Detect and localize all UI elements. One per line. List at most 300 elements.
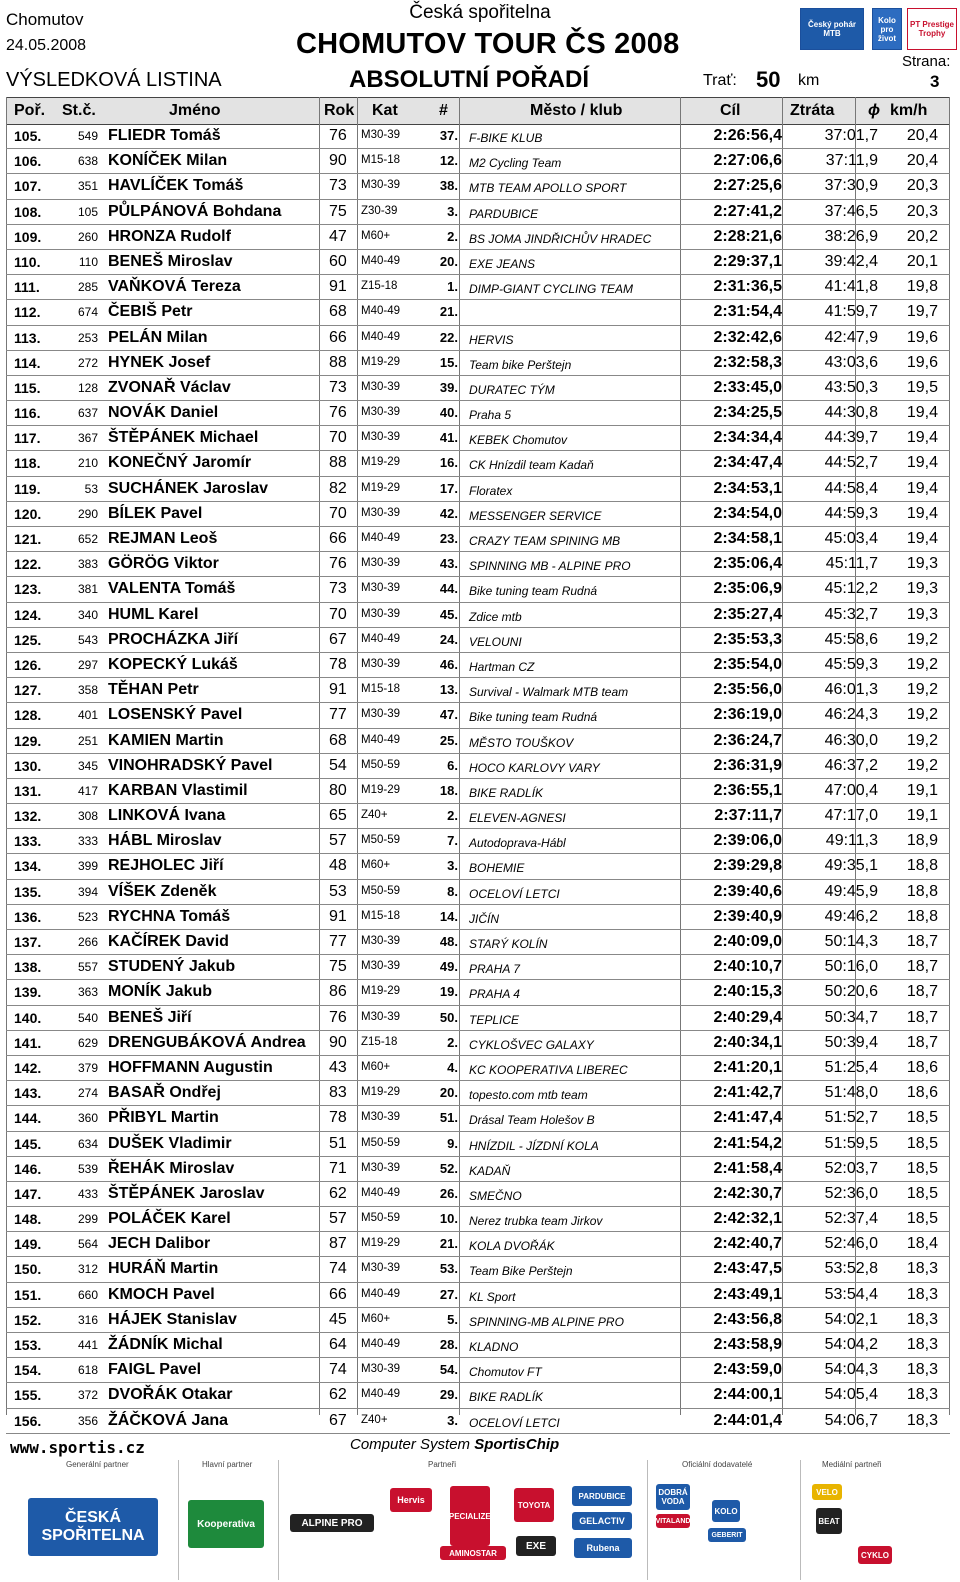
time-gap: 37:11,9 [825, 152, 878, 170]
time-gap: 52:46,0 [824, 1235, 878, 1253]
position: 115. [14, 379, 41, 396]
club: EXE JEANS [469, 256, 536, 271]
category: M50-59 [361, 1212, 400, 1225]
club: SPINNING MB - ALPINE PRO [469, 559, 631, 574]
table-row [6, 1232, 950, 1257]
category: M60+ [361, 859, 391, 872]
category: M40-49 [361, 532, 400, 544]
category-rank: 14. [439, 908, 458, 924]
finish-time: 2:43:49,1 [713, 1285, 782, 1303]
avg-speed: 18,7 [906, 933, 938, 950]
finish-time: 2:41:42,7 [713, 1084, 782, 1102]
finish-time: 2:36:55,1 [713, 781, 782, 799]
category-rank: 40. [439, 405, 458, 421]
rider-name: KARBAN Vlastimil [108, 781, 248, 799]
table-row [6, 1409, 950, 1434]
category: M19-29 [361, 456, 400, 469]
position: 125. [14, 631, 42, 648]
club: SMEČNO [469, 1188, 522, 1203]
general-partner-label: Generální partner [66, 1460, 129, 1469]
partner-logo: Kooperativa [188, 1500, 264, 1548]
category-rank: 39. [439, 379, 458, 395]
position: 108. [14, 203, 42, 220]
club: PARDUBICE [469, 206, 539, 221]
time-gap: 42:47,9 [824, 328, 878, 346]
birth-year: 78 [329, 1109, 347, 1127]
birth-year: 74 [329, 1260, 347, 1278]
start-number: 316 [77, 1312, 98, 1327]
avg-speed: 19,1 [906, 807, 938, 825]
rider-name: HRONZA Rudolf [108, 227, 231, 245]
position: 126. [14, 656, 42, 673]
category: M15-18 [361, 909, 400, 922]
birth-year: 62 [329, 1184, 347, 1202]
category-rank: 21. [439, 304, 458, 320]
club: KC KOOPERATIVA LIBEREC [469, 1062, 628, 1077]
finish-time: 2:32:58,3 [713, 353, 782, 371]
category-rank: 47. [439, 707, 458, 723]
time-gap: 52:36,0 [824, 1184, 878, 1202]
partner-logo: KOLO [712, 1500, 740, 1522]
birth-year: 57 [329, 1210, 347, 1228]
club: F-BIKE KLUB [469, 131, 543, 145]
time-gap: 54:04,2 [824, 1336, 878, 1353]
start-number: 356 [77, 1413, 98, 1428]
birth-year: 75 [329, 202, 347, 220]
finish-time: 2:36:19,0 [713, 706, 782, 724]
category-rank: 25. [439, 732, 458, 748]
table-row [6, 275, 950, 300]
birth-year: 60 [329, 252, 347, 270]
finish-time: 2:43:59,0 [713, 1361, 782, 1379]
table-row [6, 552, 950, 577]
finish-time: 2:41:47,4 [713, 1109, 782, 1127]
col-position: Poř. [14, 102, 46, 119]
position: 123. [14, 581, 42, 598]
finish-time: 2:43:56,8 [713, 1310, 782, 1328]
category-rank: 38. [439, 178, 458, 194]
table-row [6, 930, 950, 955]
partner-logo: CYKLO [858, 1546, 892, 1564]
rider-name: PROCHÁZKA Jiří [108, 630, 239, 648]
birth-year: 65 [329, 807, 347, 825]
birth-year: 83 [329, 1084, 347, 1102]
partner-logo: PARDUBICE [572, 1486, 632, 1506]
time-gap: 45:03,4 [824, 530, 878, 547]
club: KEBEK Chomutov [469, 433, 568, 448]
birth-year: 91 [329, 278, 347, 296]
club: topesto.com mtb team [469, 1088, 588, 1103]
birth-year: 78 [329, 655, 347, 673]
club: Team Bike Perštejn [469, 1264, 573, 1279]
avg-speed: 19,4 [906, 429, 938, 447]
category-rank: 53. [439, 1261, 458, 1277]
category: M40-49 [361, 330, 400, 343]
category: M40-49 [361, 305, 400, 318]
start-number: 634 [77, 1136, 98, 1151]
category-rank: 4. [447, 1059, 458, 1075]
position: 106. [14, 153, 42, 170]
finish-time: 2:43:47,5 [713, 1260, 782, 1278]
category-rank: 8. [447, 883, 458, 899]
birth-year: 76 [329, 1008, 347, 1026]
category: M30-39 [361, 1363, 400, 1376]
club: Hartman CZ [469, 659, 535, 674]
category-rank: 2. [447, 228, 458, 244]
finish-time: 2:34:47,4 [713, 454, 782, 472]
category: M19-29 [361, 985, 400, 998]
position: 107. [14, 178, 42, 195]
avg-speed: 19,3 [906, 555, 938, 573]
table-row [6, 527, 950, 552]
birth-year: 76 [329, 127, 347, 144]
position: 114. [14, 354, 41, 371]
start-number: 274 [77, 1086, 98, 1101]
rider-name: HÁJEK Stanislav [108, 1310, 237, 1328]
time-gap: 44:59,3 [824, 504, 878, 522]
time-gap: 50:39,4 [824, 1033, 878, 1051]
rider-name: ŠTĚPÁNEK Michael [108, 429, 259, 447]
club: DIMP-GIANT CYCLING TEAM [469, 282, 634, 297]
rider-name: VINOHRADSKÝ Pavel [108, 756, 273, 774]
time-gap: 47:17,0 [824, 807, 878, 825]
category-rank: 49. [439, 959, 458, 975]
club: OCELOVÍ LETCI [469, 886, 560, 901]
page-label: Strana: [902, 53, 951, 70]
club: M2 Cycling Team [469, 156, 562, 171]
position: 141. [14, 1034, 42, 1051]
start-number: 251 [77, 733, 98, 748]
club: BIKE RADLÍK [469, 1390, 544, 1405]
category: M30-39 [361, 431, 400, 444]
start-number: 308 [77, 809, 98, 824]
start-number: 618 [77, 1363, 98, 1378]
partner-logo: GELACTIV [572, 1512, 632, 1530]
category: M30-39 [361, 708, 400, 721]
avg-speed: 18,5 [906, 1210, 938, 1228]
table-row [6, 250, 950, 275]
track-unit: km [798, 72, 820, 89]
category: M30-39 [361, 406, 400, 419]
finish-time: 2:28:21,6 [713, 227, 782, 245]
table-row [6, 703, 950, 728]
position: 149. [14, 1236, 42, 1253]
birth-year: 70 [329, 504, 347, 522]
results-list-label: VÝSLEDKOVÁ LISTINA [6, 69, 222, 91]
table-row [6, 326, 950, 351]
category: M19-29 [361, 1086, 400, 1099]
category: M30-39 [361, 935, 400, 947]
birth-year: 67 [329, 1411, 347, 1429]
time-gap: 45:58,6 [824, 630, 878, 648]
club: Survival - Walmark MTB team [469, 685, 629, 700]
category-rank: 9. [447, 1135, 458, 1151]
avg-speed: 18,3 [906, 1361, 938, 1379]
avg-speed: 20,3 [906, 202, 938, 220]
avg-speed: 18,3 [906, 1285, 938, 1303]
category-rank: 12. [439, 153, 458, 169]
time-gap: 44:52,7 [824, 454, 878, 472]
position: 124. [14, 606, 42, 623]
time-gap: 49:45,9 [824, 882, 878, 900]
birth-year: 68 [329, 731, 347, 749]
start-number: 379 [77, 1060, 98, 1075]
page-number: 3 [930, 72, 940, 91]
start-number: 299 [77, 1212, 98, 1227]
category-rank: 19. [439, 984, 458, 1000]
time-gap: 41:41,8 [824, 278, 878, 296]
position: 119. [14, 480, 41, 497]
position: 136. [14, 908, 42, 925]
category-rank: 45. [439, 606, 458, 622]
category: M50-59 [361, 834, 400, 847]
start-number: 272 [77, 355, 98, 370]
club: PRAHA 4 [469, 987, 520, 1002]
category: Z30-39 [361, 204, 398, 217]
partner-logo: VELO [812, 1484, 842, 1500]
position: 147. [14, 1185, 42, 1202]
table-row [6, 804, 950, 829]
finish-time: 2:44:01,4 [713, 1411, 782, 1429]
start-number: 297 [77, 657, 98, 672]
avg-speed: 19,4 [906, 404, 938, 422]
position: 156. [14, 1412, 42, 1429]
finish-time: 2:34:54,0 [713, 504, 782, 522]
rider-name: ZVONAŘ Václav [108, 378, 231, 396]
category: M40-49 [361, 733, 400, 746]
finish-time: 2:32:42,6 [713, 328, 782, 346]
rider-name: POLÁČEK Karel [108, 1210, 231, 1228]
table-row [6, 829, 950, 854]
category-rank: 1. [447, 279, 458, 295]
category: M30-39 [361, 1010, 400, 1023]
time-gap: 53:52,8 [824, 1260, 878, 1278]
birth-year: 66 [329, 530, 347, 547]
rider-name: GÖRÖG Viktor [108, 555, 219, 573]
table-row [6, 1106, 950, 1131]
category-rank: 13. [439, 682, 458, 698]
position: 148. [14, 1211, 42, 1228]
category: M40-49 [361, 1186, 400, 1199]
rider-name: BENEŠ Jiří [108, 1008, 192, 1026]
rider-name: DUŠEK Vladimir [108, 1134, 232, 1152]
club: Team bike Perštejn [469, 357, 572, 372]
finish-time: 2:31:36,5 [713, 278, 782, 296]
finish-time: 2:35:27,4 [713, 605, 782, 623]
category-rank: 29. [439, 1387, 458, 1403]
media-partners-label: Mediální partneři [822, 1460, 882, 1469]
rider-name: SUCHÁNEK Jaroslav [108, 479, 269, 497]
rider-name: VAŇKOVÁ Tereza [108, 278, 241, 296]
category-rank: 46. [439, 656, 458, 672]
category-rank: 15. [439, 354, 458, 370]
position: 111. [14, 279, 40, 296]
partner-logo: TOYOTA [514, 1488, 554, 1522]
partner-logo: VITALAND [656, 1514, 690, 1528]
category: M30-39 [361, 960, 400, 973]
start-number: 333 [77, 834, 98, 849]
birth-year: 88 [329, 353, 347, 371]
time-gap: 51:52,7 [824, 1109, 878, 1127]
avg-speed: 18,3 [906, 1260, 938, 1278]
avg-speed: 20,4 [906, 127, 938, 144]
table-row [6, 729, 950, 754]
rider-name: BASAŘ Ondřej [108, 1084, 221, 1102]
rider-name: BENEŠ Miroslav [108, 252, 233, 270]
position: 128. [14, 707, 42, 724]
finish-time: 2:42:32,1 [713, 1210, 782, 1228]
position: 131. [14, 782, 42, 799]
time-gap: 49:46,2 [824, 907, 878, 925]
avg-speed: 18,5 [906, 1159, 938, 1177]
table-row [6, 477, 950, 502]
avg-speed: 19,6 [906, 328, 938, 346]
partner-logo: GEBERIT [708, 1528, 746, 1542]
birth-year: 91 [329, 681, 347, 699]
club: STARÝ KOLÍN [469, 937, 548, 951]
start-number: 674 [77, 305, 98, 320]
kolo-pro-zivot-logo: Kolo pro život [872, 8, 902, 50]
time-gap: 46:24,3 [824, 706, 878, 724]
club: TEPLICE [469, 1012, 520, 1027]
finish-time: 2:33:45,0 [713, 378, 782, 396]
position: 135. [14, 883, 42, 900]
rider-name: KMOCH Pavel [108, 1285, 215, 1303]
col-gap: Ztráta [790, 102, 835, 119]
club: MTB TEAM APOLLO SPORT [469, 181, 627, 196]
category: M30-39 [361, 1111, 400, 1124]
category: M40-49 [361, 1388, 400, 1401]
finish-time: 2:40:10,7 [713, 958, 782, 976]
category-rank: 21. [439, 1236, 458, 1252]
start-number: 549 [77, 129, 98, 143]
position: 144. [14, 1110, 42, 1127]
rider-name: HÁBL Miroslav [108, 832, 222, 850]
position: 118. [14, 455, 41, 472]
category-rank: 28. [439, 1337, 458, 1352]
category: Z15-18 [361, 280, 398, 293]
finish-time: 2:39:40,6 [713, 882, 782, 900]
birth-year: 45 [329, 1310, 347, 1328]
rider-name: DRENGUBÁKOVÁ Andrea [108, 1033, 306, 1051]
avg-speed: 18,4 [906, 1235, 938, 1253]
avg-speed-icon: ϕ [868, 102, 881, 119]
avg-speed: 18,3 [906, 1336, 938, 1353]
category-rank: 3. [447, 1412, 458, 1428]
avg-speed: 19,4 [906, 530, 938, 547]
club: Zdice mtb [469, 609, 522, 624]
town-label: Chomutov [6, 10, 84, 29]
birth-year: 66 [329, 328, 347, 346]
finish-time: 2:27:41,2 [713, 202, 782, 220]
rider-name: KOPECKÝ Lukáš [108, 655, 238, 673]
category-rank: 5. [447, 1311, 458, 1327]
birth-year: 80 [329, 781, 347, 799]
category: M30-39 [361, 179, 400, 192]
start-number: 128 [77, 380, 98, 395]
avg-speed: 19,3 [906, 605, 938, 623]
birth-year: 90 [329, 1033, 347, 1051]
table-row [6, 678, 950, 703]
table-row [6, 1006, 950, 1031]
category: M30-39 [361, 1262, 400, 1275]
position: 153. [14, 1337, 42, 1353]
table-row [6, 426, 950, 451]
avg-speed: 18,7 [906, 983, 938, 1001]
birth-year: 86 [329, 983, 347, 1001]
partner-logo: ČESKÁ SPOŘITELNA [28, 1498, 158, 1556]
table-row [6, 376, 950, 401]
col-finish: Cíl [720, 102, 741, 119]
rider-name: HAVLÍČEK Tomáš [108, 177, 244, 195]
partners-label: Partneři [428, 1460, 457, 1469]
finish-time: 2:35:06,9 [713, 580, 782, 598]
birth-year: 75 [329, 958, 347, 976]
finish-time: 2:41:54,2 [713, 1134, 782, 1152]
birth-year: 82 [329, 479, 347, 497]
finish-time: 2:26:56,4 [713, 127, 782, 144]
start-number: 210 [77, 456, 98, 471]
category-rank: 24. [439, 631, 458, 647]
table-header [6, 97, 950, 125]
table-row [6, 653, 950, 678]
finish-time: 2:43:58,9 [713, 1336, 782, 1353]
avg-speed: 20,1 [906, 252, 938, 270]
avg-speed: 19,6 [906, 353, 938, 371]
finish-time: 2:34:53,1 [713, 479, 782, 497]
finish-time: 2:39:06,0 [713, 832, 782, 850]
partner-logo: Rubena [574, 1538, 632, 1558]
rider-name: BÍLEK Pavel [108, 504, 203, 522]
category-rank: 18. [439, 782, 458, 798]
col-club: Město / klub [530, 102, 623, 119]
position: 105. [14, 128, 42, 144]
track-length: 50 [756, 67, 781, 92]
start-number: 340 [77, 607, 98, 622]
partner-logo: DOBRÁ VODA [656, 1484, 690, 1510]
birth-year: 71 [329, 1159, 347, 1177]
website-link[interactable]: www.sportis.cz [10, 1438, 145, 1457]
category-rank: 26. [439, 1185, 458, 1201]
rider-name: HYNEK Josef [108, 353, 211, 371]
table-row [6, 1308, 950, 1333]
position: 112. [14, 304, 41, 321]
avg-speed: 19,7 [906, 303, 938, 321]
start-number: 360 [77, 1111, 98, 1126]
finish-time: 2:42:30,7 [713, 1184, 782, 1202]
rider-name: KONÍČEK Milan [108, 152, 228, 170]
position: 134. [14, 858, 42, 875]
page-title: CHOMUTOV TOUR ČS 2008 [296, 28, 680, 60]
category: Z40+ [361, 809, 388, 822]
birth-year: 73 [329, 378, 347, 396]
birth-year: 73 [329, 177, 347, 195]
results-table [6, 124, 950, 1434]
avg-speed: 18,9 [906, 832, 938, 850]
birth-year: 77 [329, 706, 347, 724]
rider-name: REJHOLEC Jiří [108, 857, 224, 875]
partner-divider [800, 1460, 801, 1580]
rider-name: RYCHNA Tomáš [108, 907, 231, 925]
finish-time: 2:36:24,7 [713, 731, 782, 749]
rider-name: MONÍK Jakub [108, 983, 213, 1001]
finish-time: 2:29:37,1 [713, 252, 782, 270]
club: DURATEC TÝM [469, 382, 555, 397]
club: CYKLOŠVEC GALAXY [469, 1037, 594, 1052]
time-gap: 51:59,5 [824, 1134, 878, 1152]
partner-logo: BEAT [816, 1508, 842, 1534]
col-category: Kat [372, 102, 398, 119]
